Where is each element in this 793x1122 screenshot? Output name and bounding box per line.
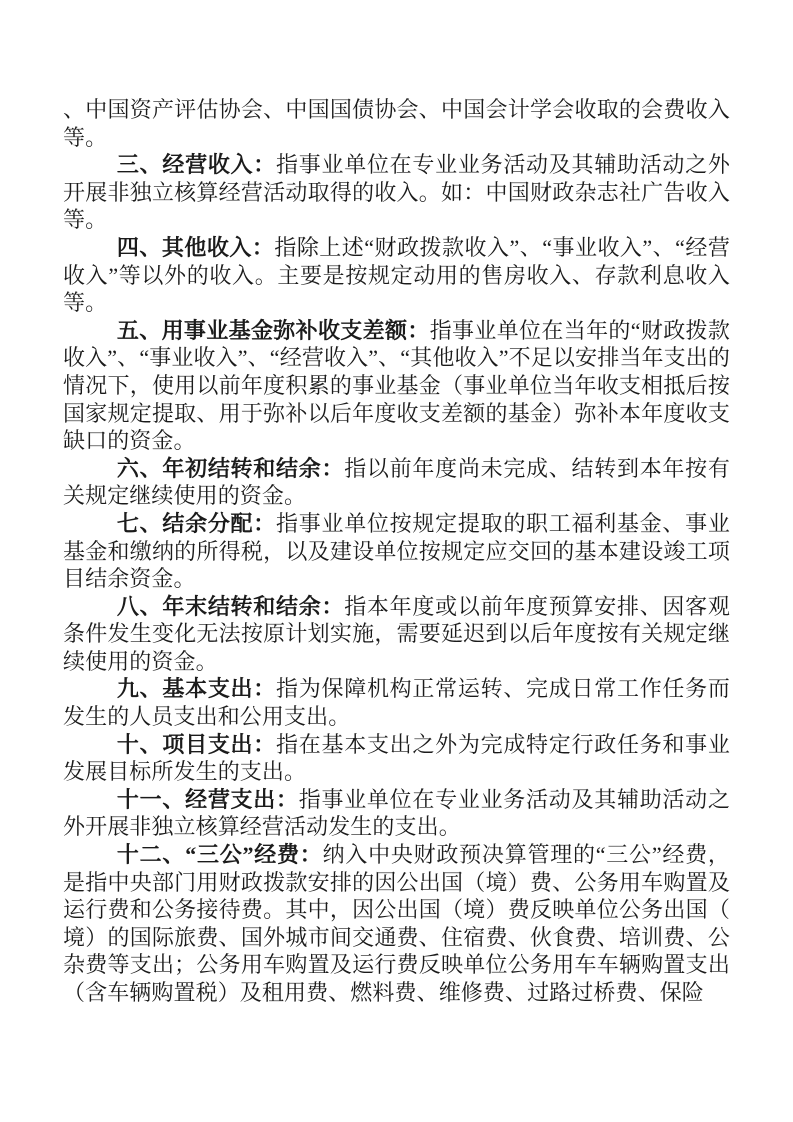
term-label: 五、用事业基金弥补收支差额： (116, 317, 430, 343)
paragraph-surplus-distribution (63, 510, 730, 593)
term-label: 九、基本支出： (116, 676, 277, 702)
definition-text: 指事业单位在专业业务活动及其辅助活动之外开展非独立核算经营活动发生的支出。 (63, 786, 730, 840)
paragraph-beginning-year-carryover (63, 455, 730, 510)
paragraph-other-income (63, 234, 730, 317)
term-label: 十二、“三公”经费： (116, 842, 323, 868)
paragraph-basic-expenditure (63, 675, 730, 730)
paragraph-year-end-carryover (63, 593, 730, 676)
paragraph-operating-expenditure (63, 786, 730, 841)
term-label: 三、经营收入： (116, 152, 277, 178)
definition-text: 指以前年度尚未完成、结转到本年按有关规定继续使用的资金。 (63, 455, 730, 509)
definition-text: 指事业单位在专业业务活动及其辅助活动之外开展非独立核算经营活动取得的收入。如：中国财政杂志社广告收入等。 (63, 152, 730, 233)
definition-text: 指在基本支出之外为完成特定行政任务和事业发展目标所发生的支出。 (63, 731, 730, 785)
term-label: 六、年初结转和结余： (116, 455, 345, 481)
definition-text: 指事业单位在当年的“财政拨款收入”、“事业收入”、“经营收入”、“其他收入”不足以安排当年支出的情况下，使用以前年度积累的事业基金（事业单位当年收支相抵后按国家规定提取、用于弥补以后年度收支差额的基金）弥补本年度收支缺口的资金。 (63, 317, 730, 454)
term-label: 四、其他收入： (116, 234, 275, 260)
paragraph-three-public-funds (63, 841, 730, 1007)
paragraph-operating-income (63, 151, 730, 234)
paragraph-project-expenditure (63, 731, 730, 786)
definition-text: 指本年度或以前年度预算安排、因客观条件发生变化无法按原计划实施，需要延迟到以后年度按有关规定继续使用的资金。 (63, 593, 730, 674)
term-label: 七、结余分配： (116, 510, 277, 536)
term-label: 十、项目支出： (116, 731, 277, 757)
term-label: 十一、经营支出： (116, 786, 299, 812)
paragraph-fund-deficit-coverage (63, 317, 730, 455)
definition-text: 指事业单位按规定提取的职工福利基金、事业基金和缴纳的所得税，以及建设单位按规定应交回的基本建设竣工项目结余资金。 (63, 510, 730, 592)
definition-text: 指除上述“财政拨款收入”、“事业收入”、“经营收入”等以外的收入。主要是按规定动用的售房收入、存款利息收入等。 (63, 234, 731, 316)
term-label: 八、年末结转和结余： (116, 593, 345, 619)
definition-text: 、中国资产评估协会、中国国债协会、中国会计学会收取的会费收入等。 (63, 97, 730, 150)
definition-text: 纳入中央财政预决算管理的“三公”经费，是指中央部门用财政拨款安排的因公出国（境）费、公务用车购置及运行费和公务接待费。其中，因公出国（境）费反映单位公务出国（境）的国际旅费、国外城市间交通费、住宿费、伙食费、培训费、公杂费等支出；公务用车购置及运行费反映单位公务用车车辆购置支出（含车辆购置税）及租用费、燃料费、维修费、过路过桥费、保险 (63, 842, 730, 1005)
definition-text: 指为保障机构正常运转、完成日常工作任务而发生的人员支出和公用支出。 (63, 676, 730, 730)
document-body-text (63, 96, 730, 1007)
paragraph-membership-fee-continuation (63, 96, 730, 151)
